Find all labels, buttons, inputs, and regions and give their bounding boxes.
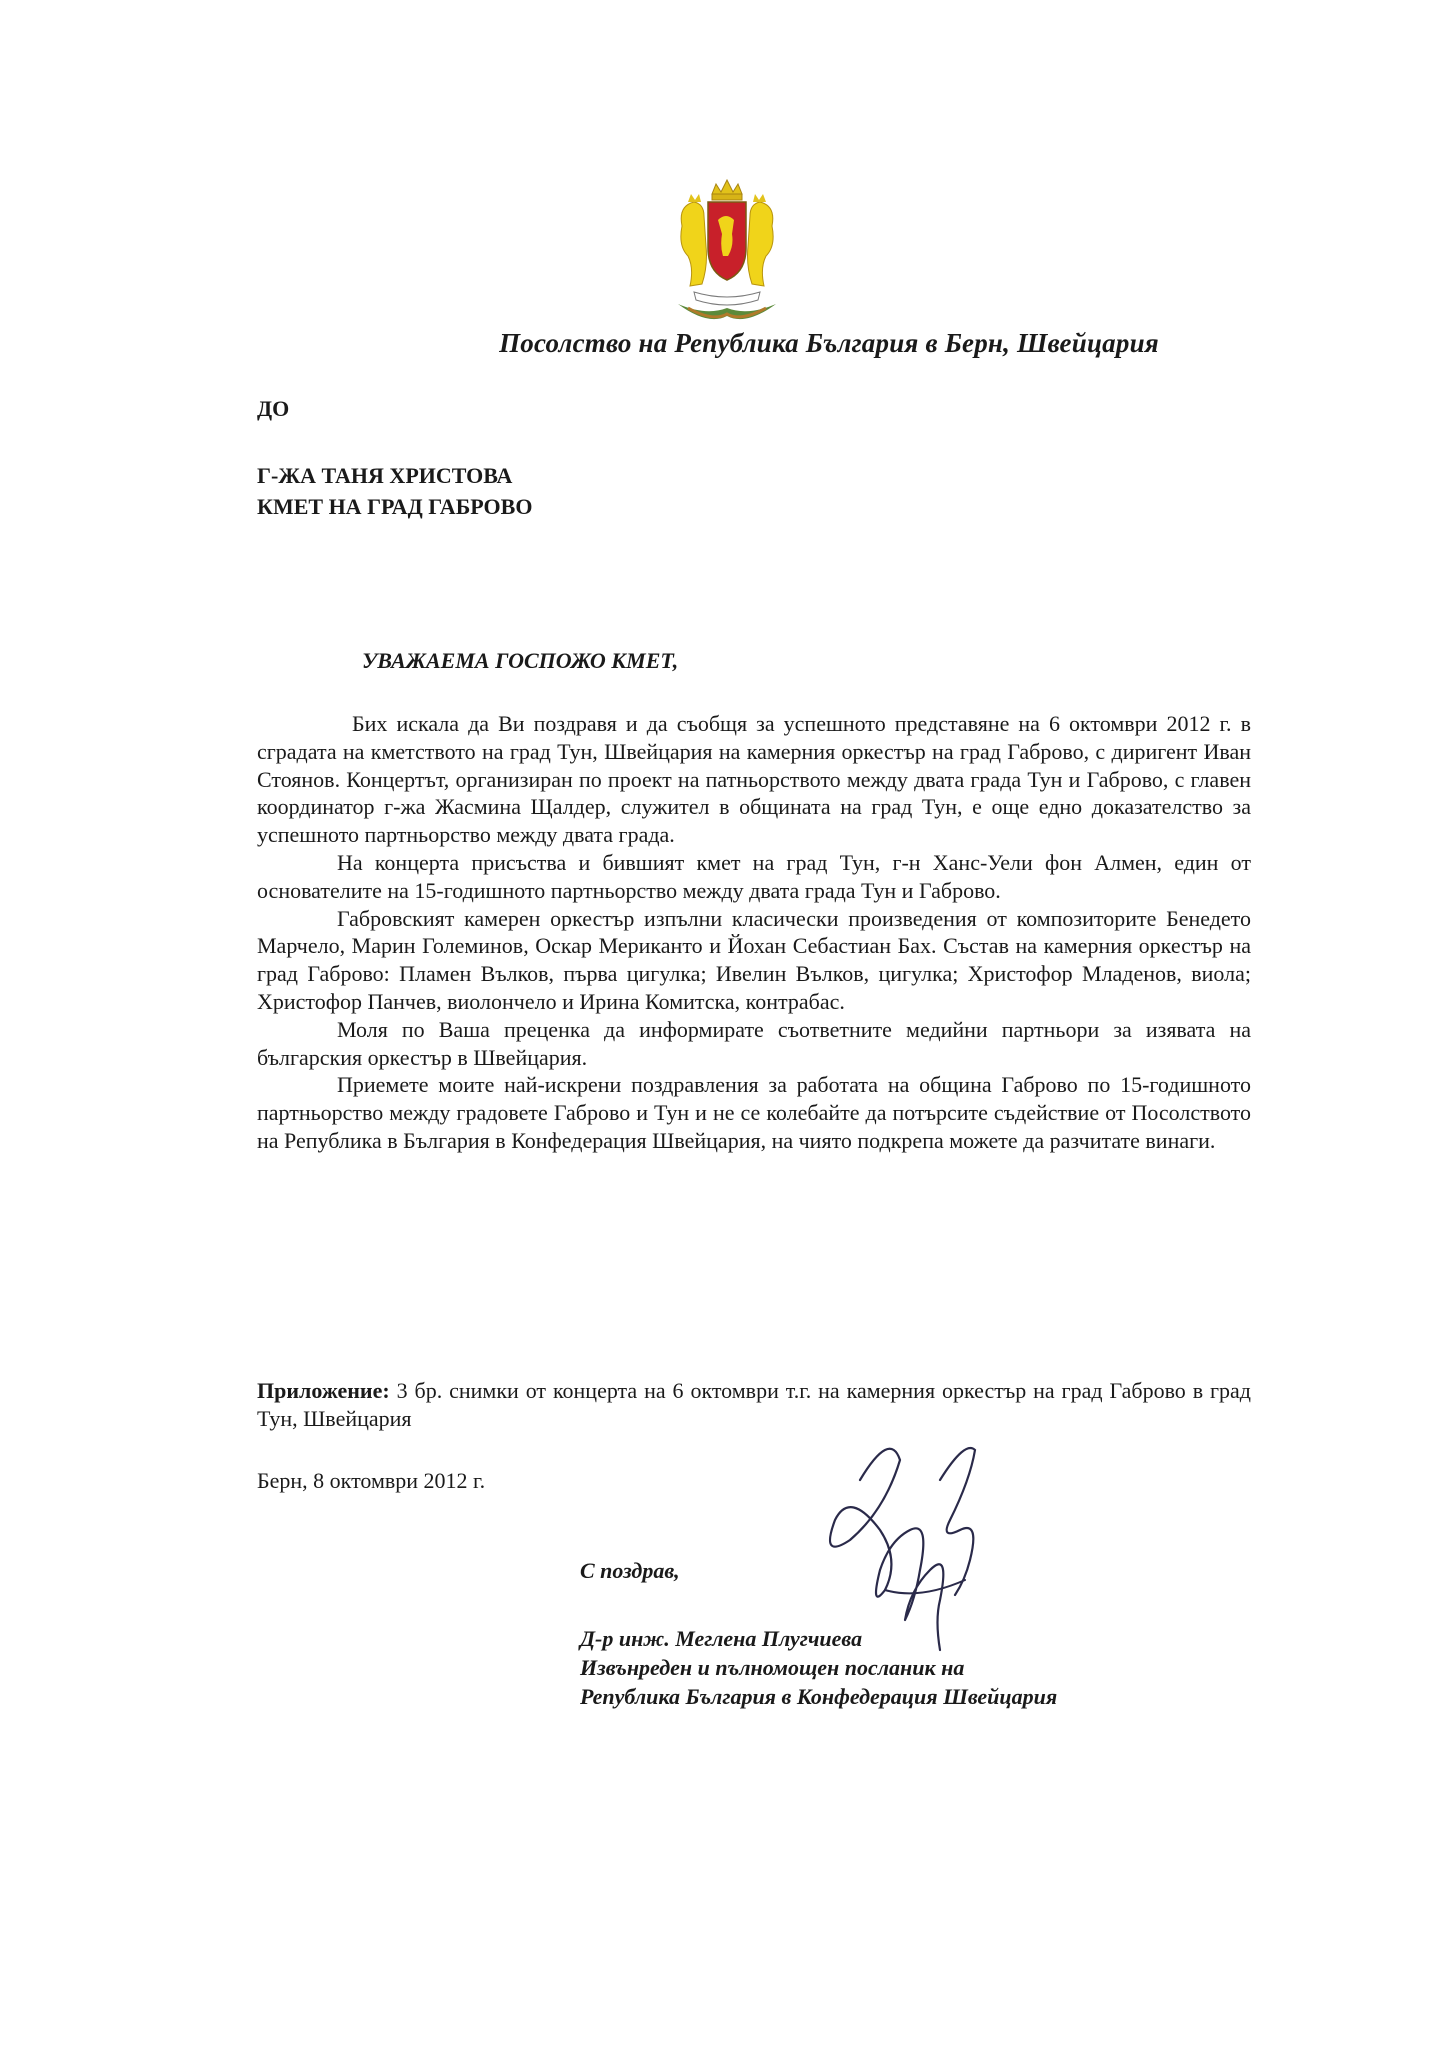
handwritten-signature: [790, 1420, 1020, 1690]
closing-regards: С поздрав,: [580, 1558, 680, 1583]
attachment-text: 3 бр. снимки от концерта на 6 октомври т.г. на камерния оркестър на град Габрово в град Тун, Швейцария: [257, 1378, 1251, 1431]
signer-title: Република България в Конфедерация Швейцария: [580, 1684, 1058, 1709]
salutation: УВАЖАЕМА ГОСПОЖО КМЕТ,: [362, 648, 679, 673]
to-label: ДО: [257, 396, 290, 421]
body-paragraph: Габровският камерен оркестър изпълни класически произведения от композиторите Бенедето Марчело, Марин Големинов, Оскар Мериканто и Йохан Себастиан Бах. Състав на камерния оркестър на град Габрово: Пламен Вълков, първа цигулка; Ивелин Вълков, цигулка; Христофор Младенов, виола; Христофор Панчев, виолончело и Ирина Комитска, контрабас.: [257, 905, 1251, 1014]
recipient-title: КМЕТ НА ГРАД ГАБРОВО: [257, 494, 533, 519]
signer-title: Извънреден и пълномощен посланик на: [580, 1655, 965, 1680]
place-date: Берн, 8 октомври 2012 г.: [257, 1468, 486, 1493]
body-paragraph: Моля по Ваша преценка да информирате съответните медийни партньори за изявата на българския оркестър в Швейцария.: [257, 1016, 1251, 1070]
recipient-block: [257, 460, 532, 522]
embassy-heading: Посолство на Република България в Берн, Швейцария: [499, 328, 1159, 358]
body-paragraph: Приемете моите най-искрени поздравления за работата на община Габрово по 15-годишното партньорство между градовете Габрово и Тун и не се колебайте да потърсите съдействие от Посолството на Република в България в Конфедерация Швейцария, на чиято подкрепа можете да разчитате винаги.: [257, 1072, 1251, 1153]
letter-body: [257, 710, 1251, 1155]
bulgarian-coat-of-arms-icon: [668, 176, 786, 326]
attachment-label: Приложение:: [257, 1378, 390, 1403]
attachment-note: [257, 1377, 1251, 1433]
signer-name: Д-р инж. Меглена Плугчиева: [580, 1626, 863, 1651]
body-paragraph: Бих искала да Ви поздравя и да съобщя за успешното представяне на 6 октомври 2012 г. в сградата на кметството на град Тун, Швейцария на камерния оркестър на град Габрово, с диригент Иван Стоянов. Концертът, организиран по проект на патньорството между двата града Тун и Габрово, с главен координатор г-жа Жасмина Щалдер, служител в общината на град Тун, е още едно доказателство за успешното партньорство между двата града.: [257, 711, 1251, 848]
recipient-name: Г-ЖА ТАНЯ ХРИСТОВА: [257, 463, 513, 488]
body-paragraph: На концерта присъства и бившият кмет на град Тун, г-н Ханс-Уели фон Алмен, един от основателите на 15-годишното партньорство между двата града Тун и Габрово.: [257, 849, 1251, 903]
